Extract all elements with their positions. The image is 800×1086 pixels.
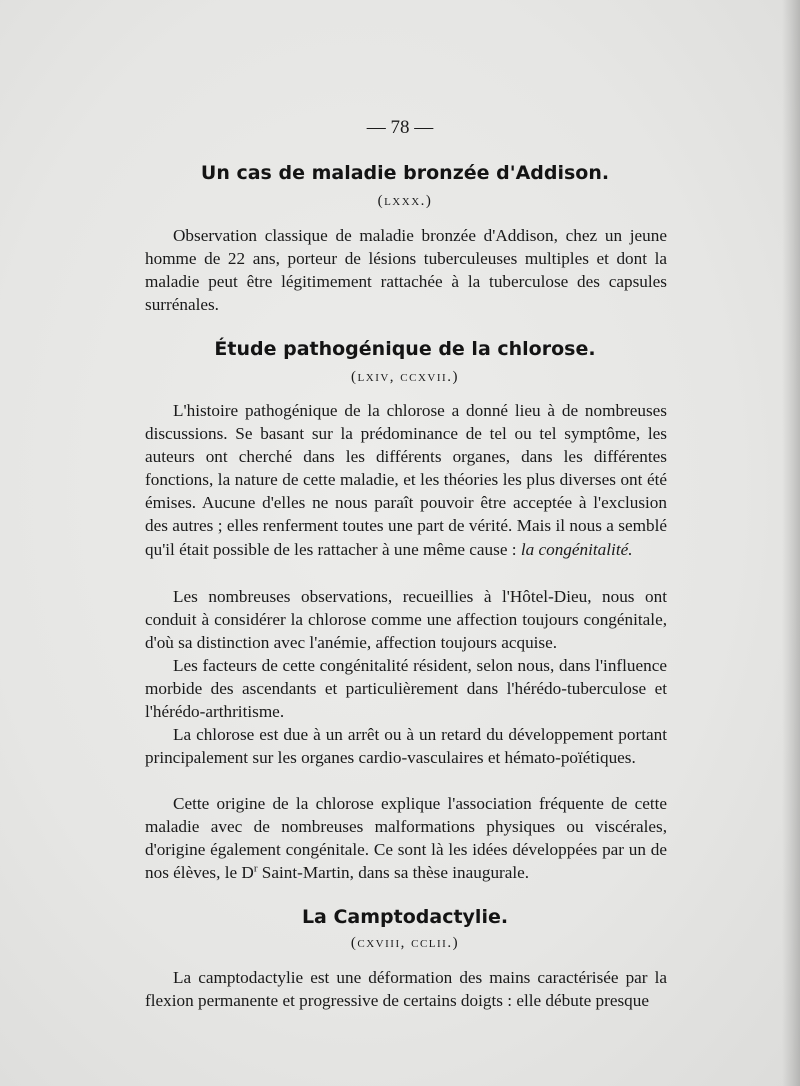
paragraph-chlorose-history	[145, 399, 667, 561]
paragraph-chlorose-origin-text: Cette origine de la chlorose explique l'association fréquente de cette maladie avec de nombreuses malformations physiques ou viscérales, d'origine également congénitale. Ce sont là les idées développées par un de nos élèves, le D	[145, 794, 667, 883]
paragraph-addison: Observation classique de maladie bronzée d'Addison, chez un jeune homme de 22 ans, porteur de lésions tuberculeuses multiples et dont la maladie peut être légitimement rattachée à la tuberculose des capsules surrénales.	[145, 226, 667, 315]
section-heading-chlorose: Étude pathogénique de la chlorose.	[214, 338, 596, 360]
section-heading-camptodactylie: La Camptodactylie.	[301, 906, 509, 928]
paragraph-chlorose-observations: Les nombreuses observations, recueillies à l'Hôtel-Dieu, nous ont conduit à considérer la chlorose comme une affection toujours congénitale, d'où sa distinction avec l'anémie, affection toujours acquise.	[145, 587, 667, 653]
paragraph-chlorose-history-text: L'histoire pathogénique de la chlorose a donné lieu à de nombreuses discussions. Se basant sur la prédominance de tel ou tel symptôme, les auteurs ont cherché dans les différents organes, dans les différentes fonctions, la nature de cette maladie, et les théories les plus diverses ont été émises. Aucune d'elles ne nous paraît pouvoir être acceptée à l'exclusion des autres ; elles renferment toutes une part de vérité. Mais il nous a semblé qu'il était possible de les rattacher à une même cause :	[145, 401, 667, 559]
section-refs-chlorose: (lxiv, ccxvii.)	[351, 369, 459, 385]
paragraph-chlorose-factors: Les facteurs de cette congénitalité résident, selon nous, dans l'influence morbide des ascendants et particulièrement dans l'hérédo-tuberculose et l'hérédo-arthritisme.	[145, 656, 667, 722]
page-edge-shadow	[782, 0, 800, 1086]
section-heading-addison: Un cas de maladie bronzée d'Addison.	[200, 162, 610, 184]
paragraph-chlorose-origin	[145, 792, 667, 884]
section-refs-camptodactylie: (cxviii, cclii.)	[350, 935, 460, 951]
page-number: — 78 —	[366, 117, 434, 138]
italic-congenitalite: la congénitalité.	[520, 539, 633, 559]
paragraph-chlorose-arret: La chlorose est due à un arrêt ou à un retard du développement portant principalement sur les organes cardio-vasculaires et hémato-poïétiques.	[145, 725, 667, 768]
superscript-r: r	[253, 862, 258, 875]
paragraph-camptodactylie: La camptodactylie est une déformation des mains caractérisée par la flexion permanente et progressive de certains doigts : elle débute presque	[145, 968, 667, 1011]
paragraph-chlorose-origin-end: Saint-Martin, dans sa thèse inaugurale.	[257, 863, 530, 883]
section-refs-addison: (lxxx.)	[377, 193, 433, 209]
